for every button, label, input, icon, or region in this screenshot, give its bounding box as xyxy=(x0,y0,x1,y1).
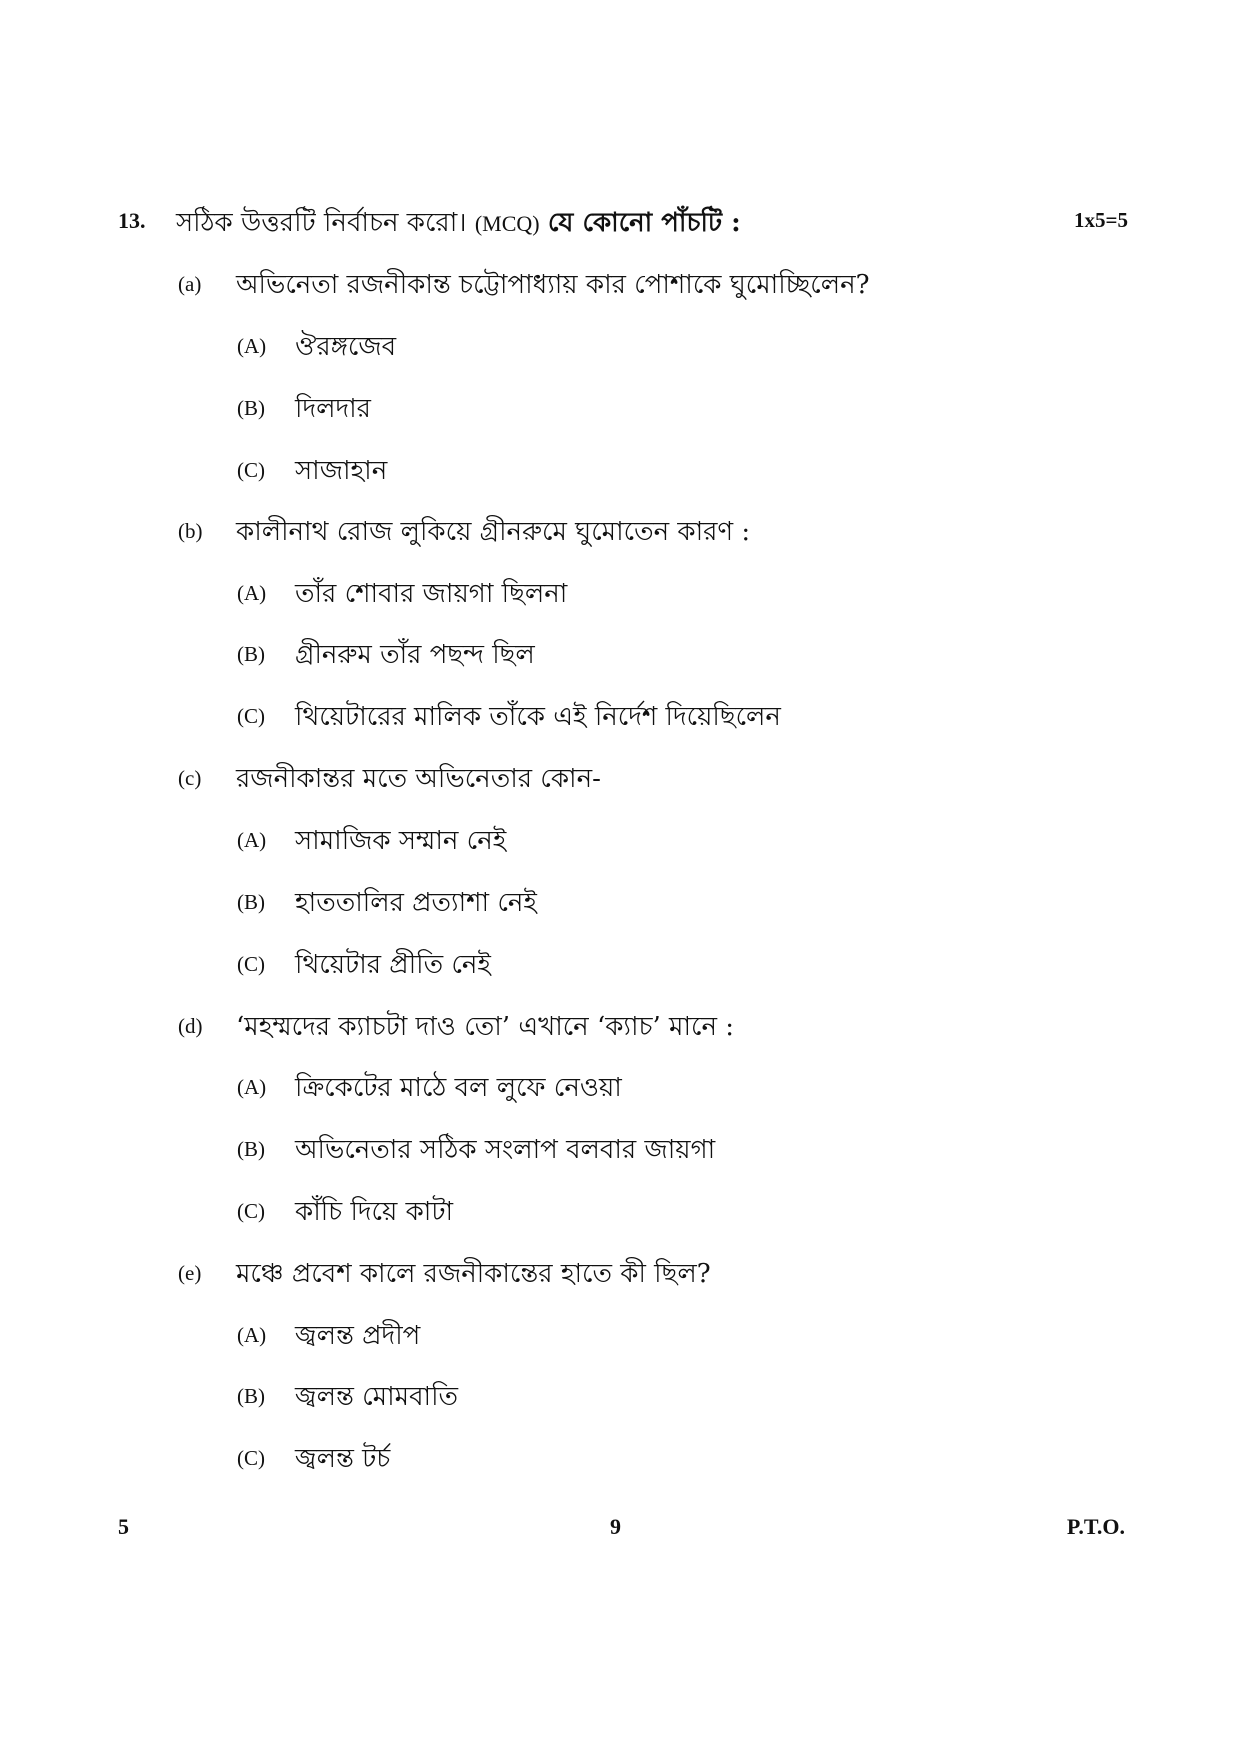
option-label: (A) xyxy=(237,828,267,852)
subquestion-d xyxy=(178,1006,1078,1046)
option-text: ঔরঙ্গজেব xyxy=(295,332,397,362)
question-text xyxy=(176,202,741,246)
question-mcq-tag: (MCQ) xyxy=(474,211,540,236)
option-d-A xyxy=(237,1067,1037,1107)
option-text: জ্বলন্ত প্রদীপ xyxy=(295,1321,421,1351)
subquestion-text: রজনীকান্তর মতে অভিনেতার কোন- xyxy=(236,764,601,794)
subquestion-label: (a) xyxy=(178,272,202,296)
question-header xyxy=(118,202,1128,242)
option-label: (A) xyxy=(237,581,267,605)
option-label: (C) xyxy=(237,704,265,728)
please-turn-over: P.T.O. xyxy=(1066,1514,1125,1539)
option-label: (B) xyxy=(237,396,265,420)
subquestion-text: ‘মহম্মদের ক্যাচটা দাও তো’ এখানে ‘ক্যাচ’ মানে : xyxy=(236,1012,735,1042)
subquestion-a xyxy=(178,264,1078,304)
subquestion-e xyxy=(178,1253,1078,1293)
option-label: (C) xyxy=(237,1199,265,1223)
option-label: (B) xyxy=(237,1137,265,1161)
option-text: দিলদার xyxy=(295,394,371,424)
option-a-C xyxy=(237,450,1037,490)
footer-code: 5 xyxy=(118,1514,129,1539)
subquestion-text: অভিনেতা রজনীকান্ত চট্টোপাধ্যায় কার পোশাকে ঘুমোচ্ছিলেন? xyxy=(236,270,870,300)
option-c-C xyxy=(237,944,1037,984)
subquestion-c xyxy=(178,758,1078,798)
option-b-C xyxy=(237,696,1037,736)
option-text: গ্রীনরুম তাঁর পছন্দ ছিল xyxy=(295,640,535,670)
subquestion-label: (c) xyxy=(178,766,202,790)
option-text: জ্বলন্ত টর্চ xyxy=(295,1444,391,1474)
option-label: (B) xyxy=(237,1384,265,1408)
option-c-A xyxy=(237,820,1037,860)
option-d-C xyxy=(237,1191,1037,1231)
subquestion-label: (e) xyxy=(178,1261,202,1285)
option-label: (A) xyxy=(237,1323,267,1347)
question-number: 13. xyxy=(118,208,146,233)
option-text: হাততালির প্রত্যাশা নেই xyxy=(295,888,537,918)
question-instruction: সঠিক উত্তরটি নির্বাচন করো। xyxy=(176,208,467,238)
question-choose-count: যে কোনো পাঁচটি : xyxy=(547,208,741,238)
option-text: জ্বলন্ত মোমবাতি xyxy=(295,1382,459,1412)
option-text: সাজাহান xyxy=(295,456,388,486)
option-label: (C) xyxy=(237,1446,265,1470)
option-label: (B) xyxy=(237,642,265,666)
page-number: 9 xyxy=(610,1514,621,1539)
option-a-B xyxy=(237,388,1037,428)
option-text: থিয়েটার প্রীতি নেই xyxy=(295,950,491,980)
option-text: ক্রিকেটের মাঠে বল লুফে নেওয়া xyxy=(295,1073,622,1103)
subquestion-label: (b) xyxy=(178,519,203,543)
option-text: অভিনেতার সঠিক সংলাপ বলবার জায়গা xyxy=(295,1135,716,1165)
option-d-B xyxy=(237,1129,1037,1169)
option-text: তাঁর শোবার জায়গা ছিলনা xyxy=(295,579,568,609)
option-label: (B) xyxy=(237,890,265,914)
option-e-C xyxy=(237,1438,1037,1478)
subquestion-text: কালীনাথ রোজ লুকিয়ে গ্রীনরুমে ঘুমোতেন কারণ : xyxy=(236,517,751,547)
option-b-A xyxy=(237,573,1037,613)
question-marks: 1x5=5 xyxy=(1074,208,1128,232)
option-text: থিয়েটারের মালিক তাঁকে এই নির্দেশ দিয়েছিলেন xyxy=(295,702,781,732)
option-c-B xyxy=(237,882,1037,922)
option-e-B xyxy=(237,1376,1037,1416)
subquestion-b xyxy=(178,511,1078,551)
option-label: (C) xyxy=(237,952,265,976)
option-b-B xyxy=(237,634,1037,674)
option-text: সামাজিক সম্মান নেই xyxy=(295,826,507,856)
subquestion-label: (d) xyxy=(178,1014,203,1038)
option-label: (A) xyxy=(237,1075,267,1099)
option-e-A xyxy=(237,1315,1037,1355)
option-label: (C) xyxy=(237,458,265,482)
option-label: (A) xyxy=(237,334,267,358)
option-a-A xyxy=(237,326,1037,366)
option-text: কাঁচি দিয়ে কাটা xyxy=(295,1197,454,1227)
subquestion-text: মঞ্চে প্রবেশ কালে রজনীকান্তের হাতে কী ছিল? xyxy=(236,1259,711,1289)
